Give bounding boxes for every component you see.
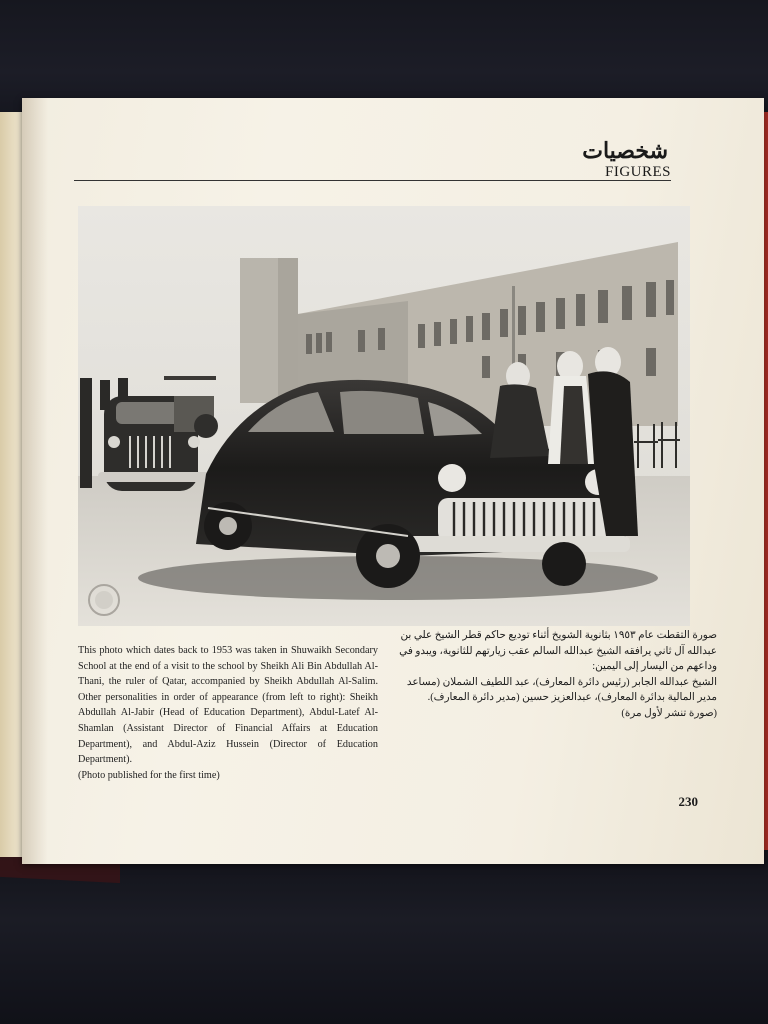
section-title: FIGURES [604,164,671,180]
header-rule [74,180,671,181]
book-page [22,98,764,864]
page-number: 230 [678,794,698,809]
page-gutter [22,98,48,864]
arabic-caption-line1: صورة التقطت عام ١٩٥٣ بثانوية الشويخ أثناء توديع حاكم قطر الشيخ علي بن عبدالله آل ثاني يرافقه الشيخ عبدالله السالم عقب زيارتهم للثانوية، ويبدو في وداعهم من اليسار إلى اليمين: [399,630,717,673]
arabic-caption-line2: الشيخ عبدالله الجابر (رئيس دائرة المعارف)، عبد اللطيف الشملان (مساعد مدير المالية بدائرة المعارف)، عبدالعزيز حسين (مدير دائرة المعارف). [406,676,717,704]
historic-photo [78,206,690,626]
arabic-caption-note: (صورة تنشر لأول مرة) [621,707,717,719]
arabic-caption [397,628,717,722]
english-caption [78,643,378,783]
english-caption-note: (Photo published for the first time) [78,769,220,781]
english-caption-body: This photo which dates back to 1953 was taken in Shuwaikh Secondary School at the end of a visit to the school by Sheikh Ali Bin Abdullah Al-Thani, the ruler of Qatar, accompanied by Sheikh Abdullah Al-Salim. Other personalities in order of appearance (from left to right): Sheikh Abdullah Al-Jabir (Head of Education Department), Abdul-Latef Al-Shamlan (Assistant Director of Financial Affairs at Education Department), and Abdul-Aziz Hussein (Director of Education Department). [78,645,378,766]
photo-illustration [78,206,690,626]
section-title-arabic: شخصيات [582,138,668,163]
